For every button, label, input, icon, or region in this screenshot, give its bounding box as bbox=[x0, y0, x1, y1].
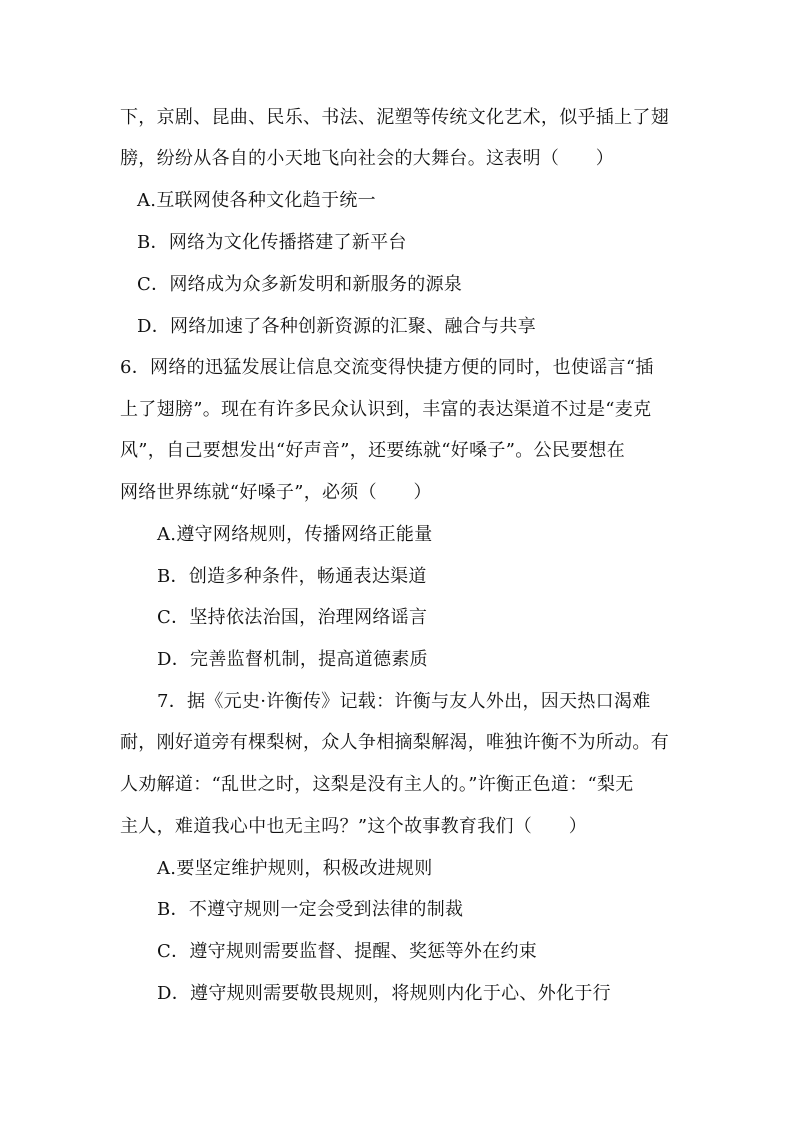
q7-option-c: C．遵守规则需要监督、提醒、奖惩等外在约束 bbox=[157, 941, 538, 962]
q6-option-c: C．坚持依法治国，治理网络谣言 bbox=[157, 607, 428, 628]
q6-stem-line-2: 上了翅膀”。现在有许多民众认识到，丰富的表达渠道不过是“麦克 bbox=[120, 399, 652, 420]
q6-stem-line-1: 6．网络的迅猛发展让信息交流变得快捷方便的同时，也使谣言“插 bbox=[120, 357, 654, 378]
q7-stem-line-4: 主人，难道我心中也无主吗？”这个故事教育我们（ ） bbox=[120, 816, 587, 837]
q7-stem-line-2: 耐，刚好道旁有棵梨树，众人争相摘梨解渴，唯独许衡不为所动。有 bbox=[120, 732, 669, 753]
q7-option-b: B．不遵守规则一定会受到法律的制裁 bbox=[157, 899, 464, 920]
q7-option-a: A.要坚定维护规则，积极改进规则 bbox=[157, 858, 433, 879]
q6-option-a: A.遵守网络规则，传播网络正能量 bbox=[157, 524, 433, 545]
q7-stem-line-1: 7．据《元史·许衡传》记载：许衡与友人外出，因天热口渴难 bbox=[157, 691, 651, 712]
q5-option-d: D．网络加速了各种创新资源的汇聚、融合与共享 bbox=[137, 316, 537, 337]
q5-option-b: B．网络为文化传播搭建了新平台 bbox=[137, 232, 407, 253]
q6-stem-line-3: 风”，自己要想发出“好声音”，还要练就“好嗓子”。公民要想在 bbox=[120, 440, 626, 461]
q6-option-d: D．完善监督机制，提高道德素质 bbox=[157, 649, 428, 670]
q6-option-b: B．创造多种条件，畅通表达渠道 bbox=[157, 566, 427, 587]
q6-stem-line-4: 网络世界练就“好嗓子”，必须（ ） bbox=[120, 482, 432, 503]
q7-option-d: D．遵守规则需要敬畏规则，将规则内化于心、外化于行 bbox=[157, 983, 611, 1004]
q5-stem-line-1: 下，京剧、昆曲、民乐、书法、泥塑等传统文化艺术，似乎插上了翅 bbox=[120, 107, 669, 128]
q7-stem-line-3: 人劝解道：“乱世之时，这梨是没有主人的。”许衡正色道：“梨无 bbox=[120, 774, 634, 795]
q5-stem-line-2: 膀，纷纷从各自的小天地飞向社会的大舞台。这表明（ ） bbox=[120, 148, 615, 169]
q5-option-c: C．网络成为众多新发明和新服务的源泉 bbox=[137, 274, 463, 295]
q5-option-a: A.互联网使各种文化趋于统一 bbox=[137, 190, 376, 211]
